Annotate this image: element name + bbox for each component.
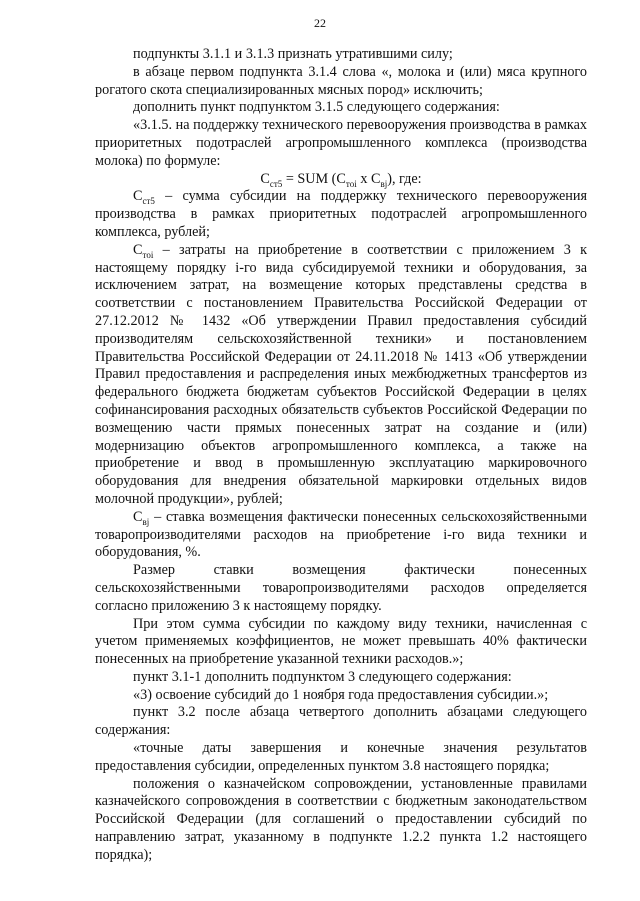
paragraph: При этом сумма субсидии по каждому виду техники, начисленная с учетом применяемых коэффициентов, не может превышать 40% фактически понесенных на приобретение указанной техники расходов.»; xyxy=(95,615,587,668)
definition-paragraph: $С_{тoi}$ – затраты на приобретение в соответствии с приложением 3 к настоящему порядку i-го вида субсидируемой техники и оборудования, за исключением затрат, на возмещение которых представлены средства в соответствии с постановлением Правительства Российской Федерации от 27.12.2012 № 1432 «Об утверждении Правил предоставления субсидий производителям сельскохозяйственной техники» и постановлением Правительства Российской Федерации от 24.11.2018 № 1413 «Об утверждении Правил предоставления и распределения иных межбюджетных трансфертов из федерального бюджета бюджетам субъектов Российской Федерации в целях софинансирования расходных обязательств субъектов Российской Федерации по возмещению части прямых понесенных затрат на создание и (или) модернизацию объектов агропромышленного комплекса, а также на приобретение и ввод в промышленную эксплуатацию маркировочного оборудования для внедрения обязательной маркировки отдельных видов молочной продукции», рублей; xyxy=(95,241,587,507)
paragraph: «точные даты завершения и конечные значения результатов предоставления субсидии, определенных пунктом 3.8 настоящего порядка; xyxy=(95,740,587,774)
paragraph: пункт 3.1-1 дополнить подпунктом 3 следующего содержания: xyxy=(133,668,512,685)
paragraph: Размер ставки возмещения фактически понесенных сельскохозяйственными товаропроизводителями расходов определяется согласно приложению 3 к настоящему порядку. xyxy=(95,562,587,614)
definition-paragraph: $С_{вj}$ – ставка возмещения фактически понесенных сельскохозяйственными товаропроизводителями расходов на приобретение i-го вида техники и оборудования, %. xyxy=(95,508,587,561)
document-body xyxy=(95,46,587,865)
paragraph: пункт 3.2 после абзаца четвертого дополнить абзацами следующего содержания: xyxy=(95,704,587,739)
paragraph: «3.1.5. на поддержку технического перевооружения производства в рамках приоритетных подотраслей агропромышленного комплекса (производства молока) по формуле: xyxy=(95,117,587,169)
paragraph: положения о казначейском сопровождении, установленные правилами казначейского сопровождения в соответствии с бюджетным законодательством Российской Федерации (для соглашений о предоставлении субсидий по направлению затрат, указанному в подпункте 1.2.2 пункта 1.2 настоящего порядка); xyxy=(95,775,587,863)
formula: $С_{ст5}$ = SUM ($С_{тoi}$ х $С_{вj}$), где: xyxy=(260,170,422,189)
page-number: 22 xyxy=(314,16,326,30)
paragraph: дополнить пункт подпунктом 3.1.5 следующего содержания: xyxy=(133,99,500,116)
paragraph: подпункты 3.1.1 и 3.1.3 признать утратившими силу; xyxy=(133,46,453,62)
paragraph: в абзаце первом подпункта 3.1.4 слова «, молока и (или) мяса крупного рогатого скота специализированных мясных пород» исключить; xyxy=(95,63,587,98)
paragraph: «3) освоение субсидий до 1 ноября года предоставления субсидии.»; xyxy=(133,686,549,703)
definition-paragraph: $С_{ст5}$ – сумма субсидии на поддержку технического перевооружения производства в рамках приоритетных подотраслей агропромышленного комплекса, рублей; xyxy=(95,188,587,240)
